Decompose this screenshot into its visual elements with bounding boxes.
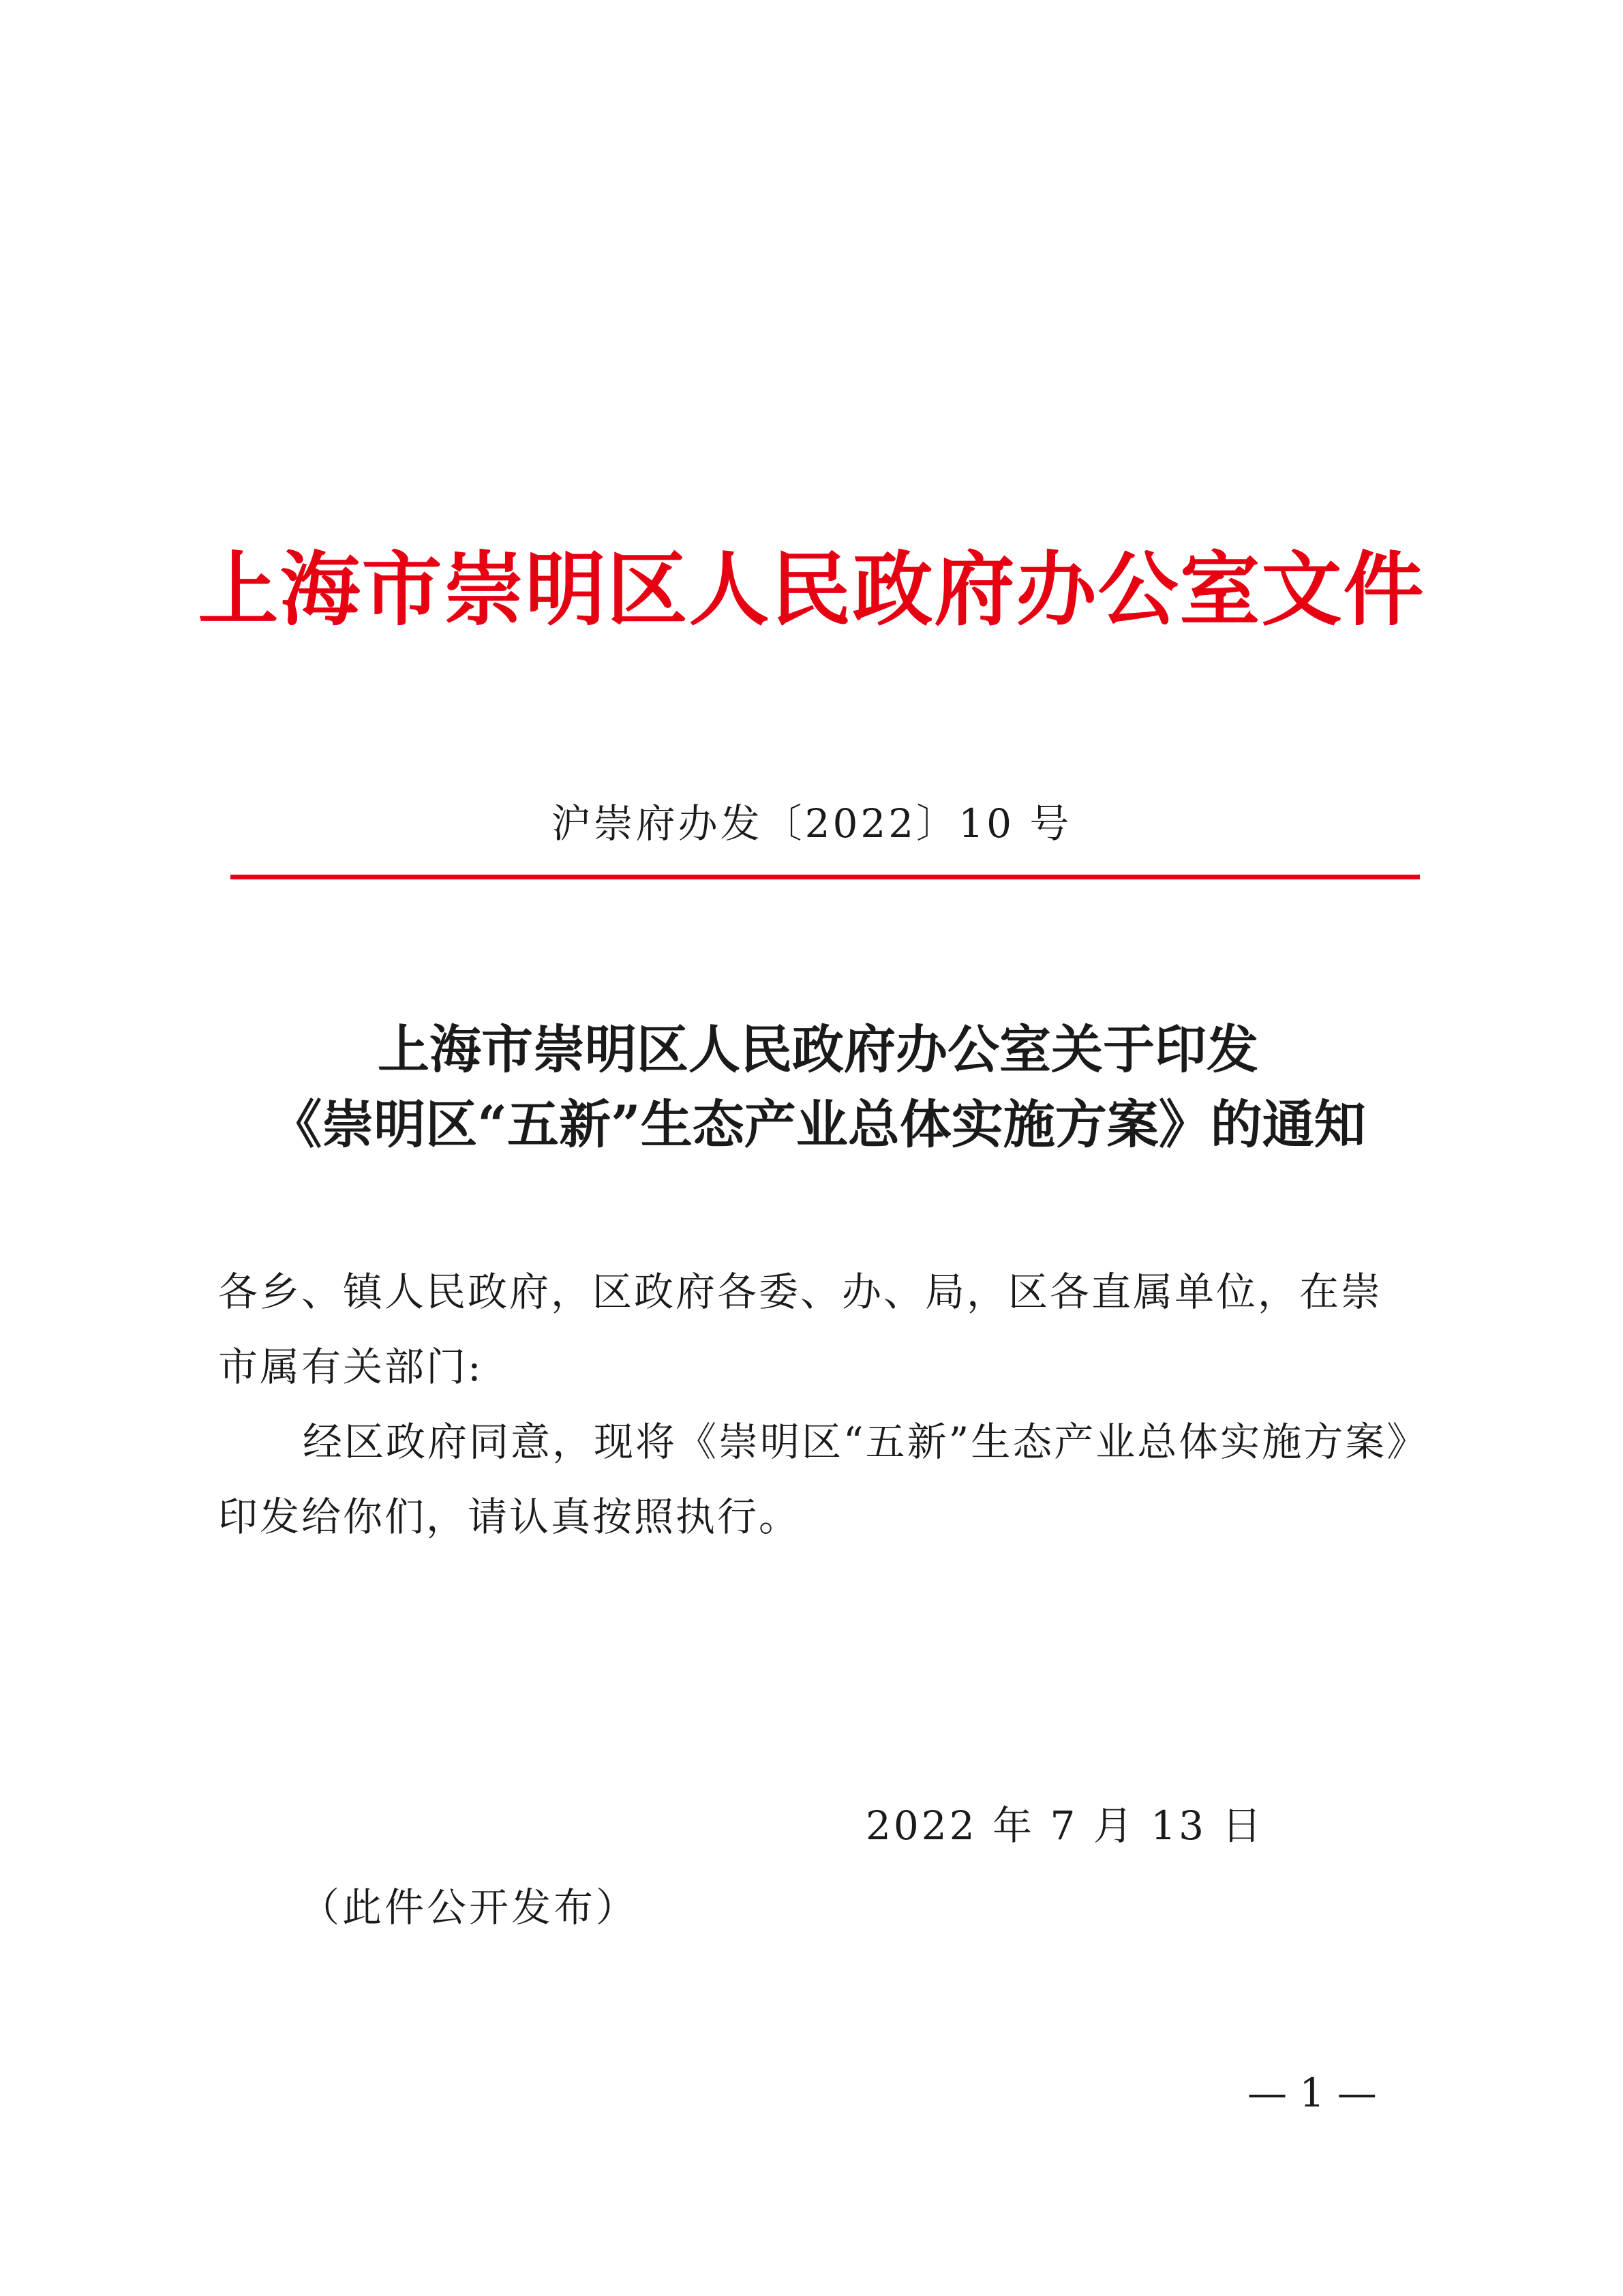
notice-title xyxy=(204,1012,1431,1162)
red-separator-rule xyxy=(230,875,1420,879)
document-number: 沪崇府办发〔2022〕10 号 xyxy=(551,800,1072,847)
recipients-paragraph: 各乡、镇人民政府，区政府各委、办、局，区各直属单位，在崇市属有关部门: xyxy=(218,1269,1383,1390)
page-number: — 1 — xyxy=(1247,2070,1377,2116)
disclosure-note: （此件公开发布） xyxy=(300,1884,639,1931)
notice-title-line-1: 上海市崇明区人民政府办公室关于印发 xyxy=(378,1019,1258,1080)
issue-date: 2022 年 7 月 13 日 xyxy=(866,1802,1264,1849)
notice-title-line-2: 《崇明区“五新”生态产业总体实施方案》的通知 xyxy=(270,1094,1366,1155)
body-paragraph: 经区政府同意，现将《崇明区“五新”生态产业总体实施方案》印发给你们，请认真按照执行。 xyxy=(218,1419,1409,1540)
issuer-title: 上海市崇明区人民政府办公室文件 xyxy=(198,542,1425,637)
